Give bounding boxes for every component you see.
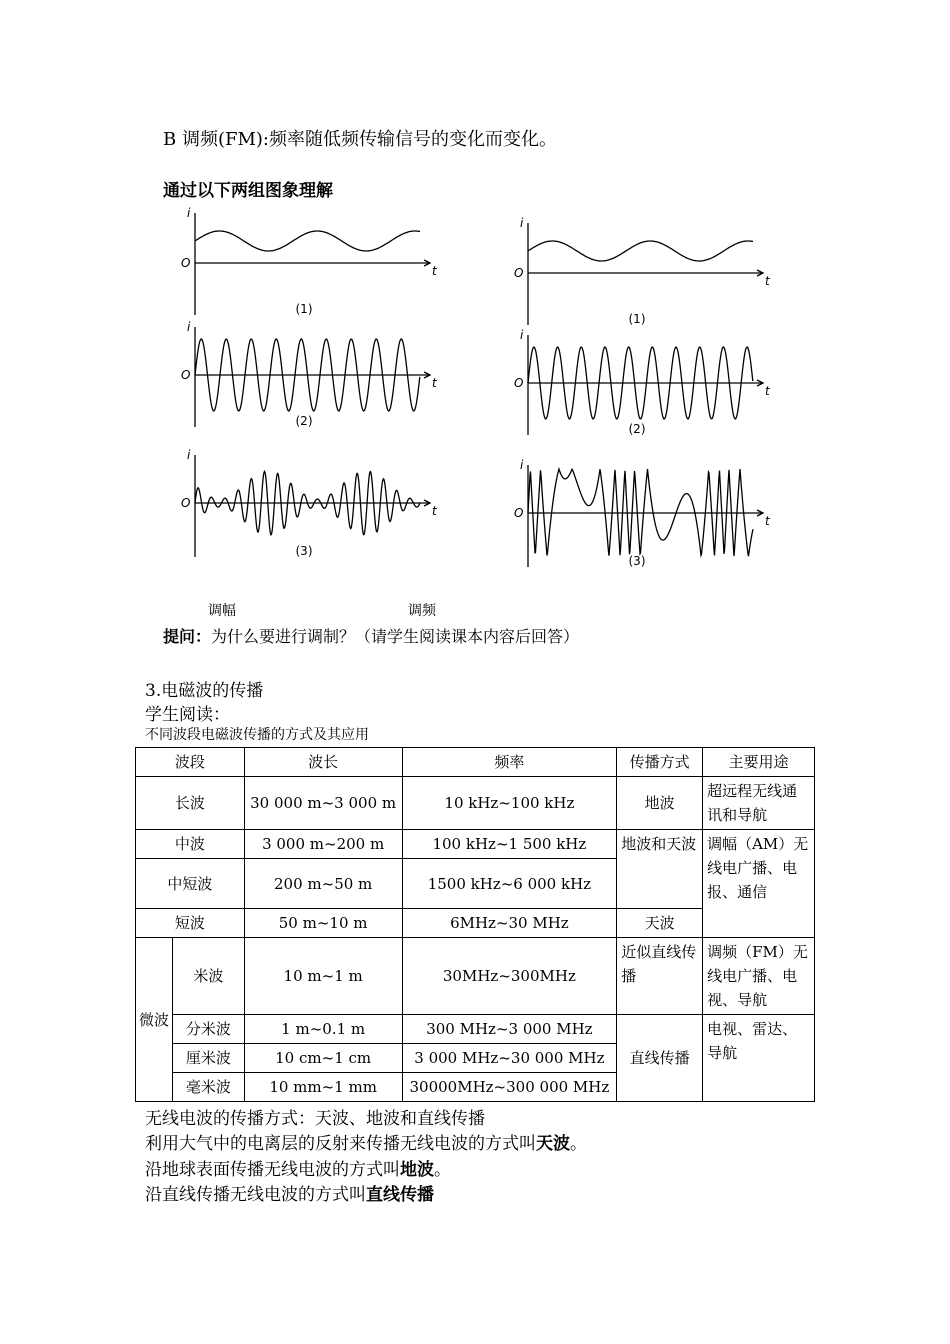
x-axis-label: t <box>432 264 437 278</box>
plot-caption: (1) <box>295 302 313 316</box>
sub-title: 学生阅读： <box>145 705 230 725</box>
line-of-sight-definition: 沿直线传播无线电波的方式叫直线传播 <box>145 1185 434 1205</box>
x-axis-label: t <box>432 504 437 518</box>
plot-caption: (3) <box>295 544 313 558</box>
y-axis-label: i <box>520 216 524 230</box>
section-title: 3.电磁波的传播 <box>145 681 264 701</box>
y-axis-label: i <box>187 206 191 220</box>
plot-caption: (3) <box>628 554 646 568</box>
origin-label: O <box>181 256 191 270</box>
table-row: 长波 30 000 m~3 000 m 10 kHz~100 kHz 地波 超远程无线通讯和导航 <box>136 777 815 830</box>
origin-label: O <box>514 266 524 280</box>
question-text: 为什么要进行调制？（请学生阅读课本内容后回答） <box>211 627 580 646</box>
x-axis-label: t <box>432 376 437 390</box>
y-axis-label: i <box>520 458 524 472</box>
table-row: 分米波 1 m~0.1 m 300 MHz~3 000 MHz 直线传播 电视、雷达、导航 <box>136 1015 815 1044</box>
y-axis-label: i <box>187 320 191 334</box>
table-header <box>136 748 815 777</box>
x-axis-label: t <box>765 384 770 398</box>
fm-definition: B 调频(FM):频率随低频传输信号的变化而变化。 <box>163 129 557 150</box>
modulation-figures <box>150 205 790 605</box>
origin-label: O <box>514 506 524 520</box>
table-row: 短波 50 m~10 m 6MHz~30 MHz 天波 <box>136 909 815 938</box>
waveform-am-1 <box>195 231 420 251</box>
table-caption: 不同波段电磁波传播的方式及其应用 <box>145 727 369 743</box>
plot-caption: (1) <box>628 312 646 326</box>
origin-label: O <box>514 376 524 390</box>
table-row: 微波 米波 10 m~1 m 30MHz~300MHz 近似直线传播 调频（FM）无线电广播、电视、导航 <box>136 938 815 1015</box>
ground-wave-definition: 沿地球表面传播无线电波的方式叫地波。 <box>145 1160 451 1180</box>
header-wavelength: 波长 <box>244 748 402 777</box>
wave-band-table <box>135 747 815 1102</box>
waveform-fm-1 <box>528 241 753 261</box>
table-row: 中短波 200 m~50 m 1500 kHz~6 000 kHz <box>136 859 815 909</box>
plot-caption: (2) <box>295 414 313 428</box>
propagation-summary: 无线电波的传播方式：天波、地波和直线传播 <box>145 1109 485 1129</box>
x-axis-label: t <box>765 274 770 288</box>
y-axis-label: i <box>187 448 191 462</box>
sky-wave-definition: 利用大气中的电离层的反射来传播无线电波的方式叫天波。 <box>145 1134 587 1154</box>
header-propagation: 传播方式 <box>617 748 703 777</box>
microwave-label: 微波 <box>136 938 173 1102</box>
header-frequency: 频率 <box>402 748 617 777</box>
table-row: 厘米波 10 cm~1 cm 3 000 MHz~30 000 MHz <box>136 1044 815 1073</box>
y-axis-label: i <box>520 328 524 342</box>
am-label: 调幅 <box>208 603 236 619</box>
question-label: 提问： <box>163 627 212 646</box>
fm-label: 调频 <box>408 603 436 619</box>
plot-caption: (2) <box>628 422 646 436</box>
table-row: 中波 3 000 m~200 m 100 kHz~1 500 kHz 地波和天波 调幅（AM）无线电广播、电报、通信 <box>136 830 815 859</box>
origin-label: O <box>181 368 191 382</box>
origin-label: O <box>181 496 191 510</box>
figure-heading: 通过以下两组图象理解 <box>163 181 333 201</box>
header-usage: 主要用途 <box>703 748 815 777</box>
question <box>163 624 579 647</box>
table-row: 毫米波 10 mm~1 mm 30000MHz~300 000 MHz <box>136 1073 815 1102</box>
x-axis-label: t <box>765 514 770 528</box>
header-band: 波段 <box>136 748 245 777</box>
